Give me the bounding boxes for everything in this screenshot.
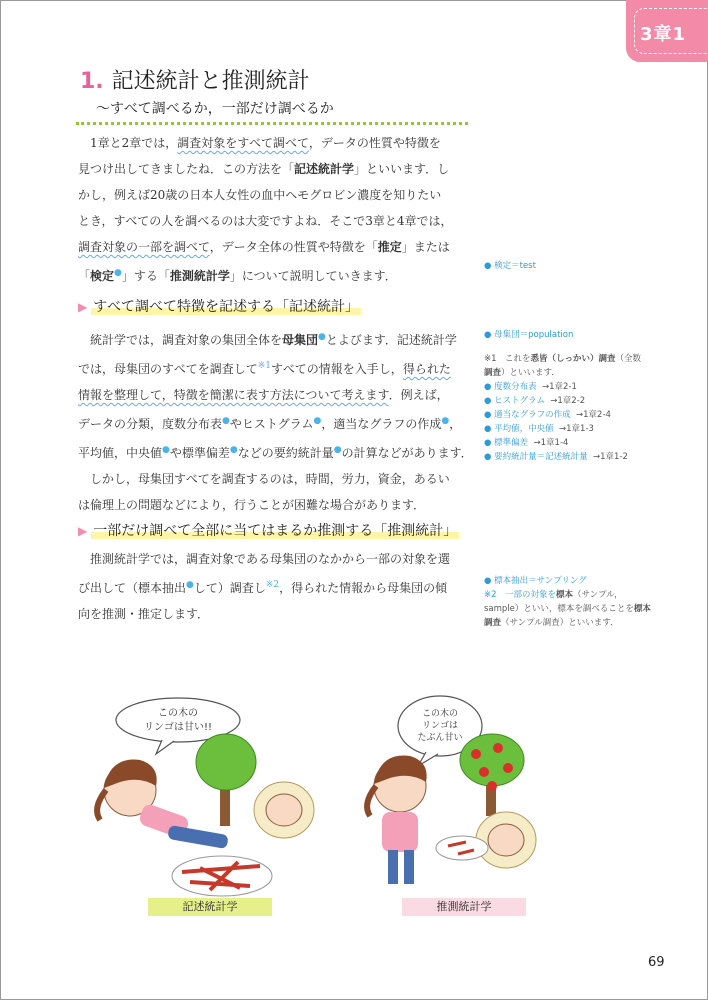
caption-descriptive: 記述統計学	[148, 898, 272, 916]
intro-line-4: とき，すべての人を調べるのは大変ですよね．そこで3章と4章では，	[78, 214, 453, 228]
descriptive-paragraph	[78, 324, 473, 518]
ref-row: ● 度数分布表 →1章2-1	[484, 382, 577, 392]
section-number: 1.	[80, 69, 104, 94]
side-note-1: ※1 これを悉皆（しっかい）調査（全数 調査）といいます．	[484, 354, 642, 378]
desc-line-3: 情報を整理して，特徴を簡潔に表す方法について考えます．例えば，	[78, 388, 449, 402]
inf-line-3: 向を推測・推定します．	[78, 607, 210, 621]
intro-paragraph	[78, 130, 470, 289]
section-subtitle: ～すべて調べるか，一部だけ調べるか	[96, 101, 334, 117]
desc-line-1: 統計学では，調査対象の集団全体を母集団●とよびます．記述統計学	[90, 332, 457, 347]
intro-line-6: 「検定●」する「推測統計学」について説明していきます．	[78, 268, 397, 283]
desc-line-6: しかし，母集団すべてを調査するのは，時間，労力，資金，あるい	[90, 472, 450, 486]
chapter-tab-label: 3章1	[640, 24, 687, 45]
page-number: 69	[648, 955, 665, 970]
intro-line-5: 調査対象の一部を調べて，データ全体の性質や特徴を「推定」または	[78, 240, 450, 254]
ref-row: ● 要約統計量＝記述統計量 →1章1-2	[484, 452, 628, 462]
desc-line-2: では，母集団のすべてを調査して$^{※1}$すべての情報を入手し，得られた	[78, 361, 451, 376]
bubble-left-line-1: この木の	[158, 708, 198, 719]
intro-line-3: かし，例えば20歳の日本人女性の血中ヘモグロビン濃度を知りたい	[78, 188, 442, 202]
section-title	[80, 64, 310, 95]
heading-descriptive: ▶ すべて調べて特徴を記述する「記述統計」	[78, 299, 359, 315]
triangle-bullet-icon: ▶	[78, 300, 88, 314]
section-title-text: 記述統計と推測統計	[111, 69, 310, 94]
side-note-boshudan: ● 母集団＝population	[484, 330, 574, 340]
desc-line-5: 平均値，中央値●や標準偏差●などの要約統計量●の計算などがあります．	[78, 445, 473, 460]
side-note-kentei: ● 検定＝test	[484, 261, 536, 271]
bubble-right-line-1: この木の	[421, 709, 459, 719]
right-scene	[367, 696, 536, 884]
ref-row: ● 適当なグラフの作成 →1章2-4	[484, 410, 611, 420]
triangle-bullet-icon: ▶	[78, 524, 88, 538]
inferential-paragraph	[78, 546, 470, 627]
intro-line-1: 1章と2章では，調査対象をすべて調べて，データの性質や特徴を	[90, 136, 441, 150]
caption-inferential: 推測統計学	[402, 898, 526, 916]
desc-line-4: データの分類，度数分布表●やヒストグラム●，適当なグラフの作成●，	[78, 416, 462, 431]
ref-row: ● 標準偏差 →1章1-4	[484, 438, 569, 448]
bubble-right-line-3: たぶん甘い	[417, 733, 463, 743]
dotted-divider	[76, 122, 468, 125]
intro-line-2: 見つけ出してきましたね．この方法を「記述統計学」といいます．し	[78, 162, 450, 176]
bubble-left-line-2: リンゴは甘い!!	[143, 722, 213, 733]
left-scene	[97, 698, 314, 896]
chapter-tab	[626, 0, 708, 62]
inf-line-2: び出して（標本抽出●して）調査し$^{※2}$，得られた情報から母集団の傾	[78, 580, 448, 595]
ref-row: ● ヒストグラム →1章2-2	[484, 396, 586, 406]
inf-line-1: 推測統計学では，調査対象である母集団のなかから一部の対象を選	[90, 552, 451, 566]
heading-inferential: ▶ 一部だけ調べて全部に当てはまるか推測する「推測統計」	[78, 523, 458, 539]
desc-line-7: は倫理上の問題などにより，行うことが困難な場合があります．	[78, 498, 426, 512]
ref-row: ● 平均値，中央値 →1章1-3	[484, 424, 594, 434]
bubble-right-line-2: リンゴは	[421, 721, 459, 731]
side-note-2: ※2 一部の対象を標本（サンプル， sample）といい，標本を調べることを標本 調査（サンプル調査）といいます．	[484, 590, 651, 628]
side-refs	[484, 380, 664, 464]
apple-tree-illustration	[70, 690, 570, 910]
side-note-sampling: ● 標本抽出＝サンプリング	[484, 576, 587, 586]
